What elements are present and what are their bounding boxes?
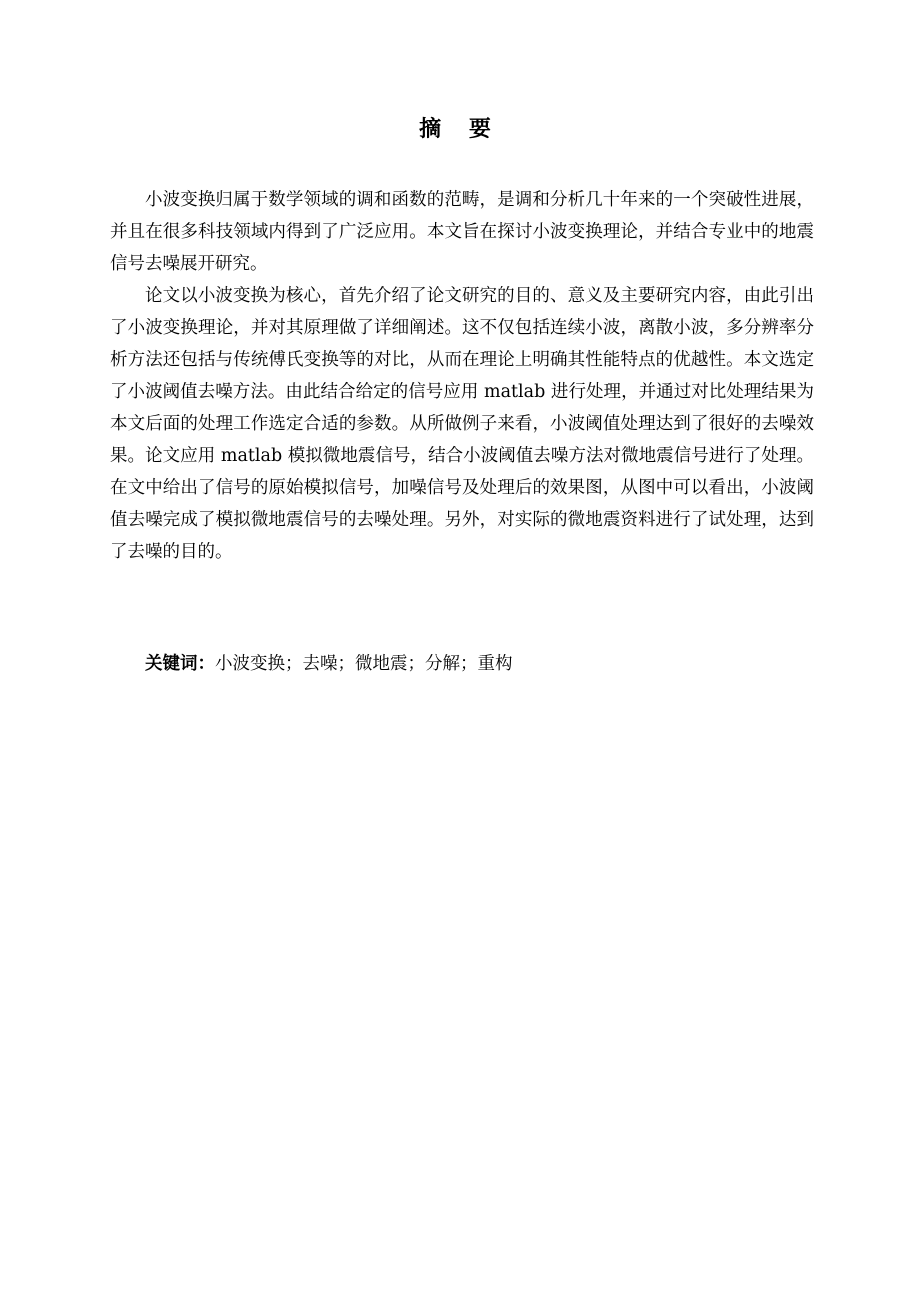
abstract-title: 摘 要 [419,117,501,142]
keywords-line [145,648,815,680]
keywords-label: 关键词： [145,654,215,674]
abstract-body [110,184,814,568]
abstract-paragraph-1: 小波变换归属于数学领域的调和函数的范畴，是调和分析几十年来的一个突破性进展，并且在很多科技领域内得到了广泛应用。本文旨在探讨小波变换理论，并结合专业中的地震信号去噪展开研究。 [110,190,814,274]
abstract-paragraph-2: 论文以小波变换为核心，首先介绍了论文研究的目的、意义及主要研究内容，由此引出了小波变换理论，并对其原理做了详细阐述。这不仅包括连续小波，离散小波，多分辨率分析方法还包括与传统傅氏变换等的对比，从而在理论上明确其性能特点的优越性。本文选定了小波阈值去噪方法。由此结合给定的信号应用 matlab 进行处理，并通过对比处理结果为本文后面的处理工作选定合适的参数。从所做例子来看，小波阈值处理达到了很好的去噪效果。论文应用 matlab 模拟微地震信号，结合小波阈值去噪方法对微地震信号进行了处理。在文中给出了信号的原始模拟信号，加噪信号及处理后的效果图，从图中可以看出，小波阈值去噪完成了模拟微地震信号的去噪处理。另外，对实际的微地震资料进行了试处理，达到了去噪的目的。 [110,286,814,562]
keywords-value: 小波变换；去噪；微地震；分解；重构 [215,654,513,674]
